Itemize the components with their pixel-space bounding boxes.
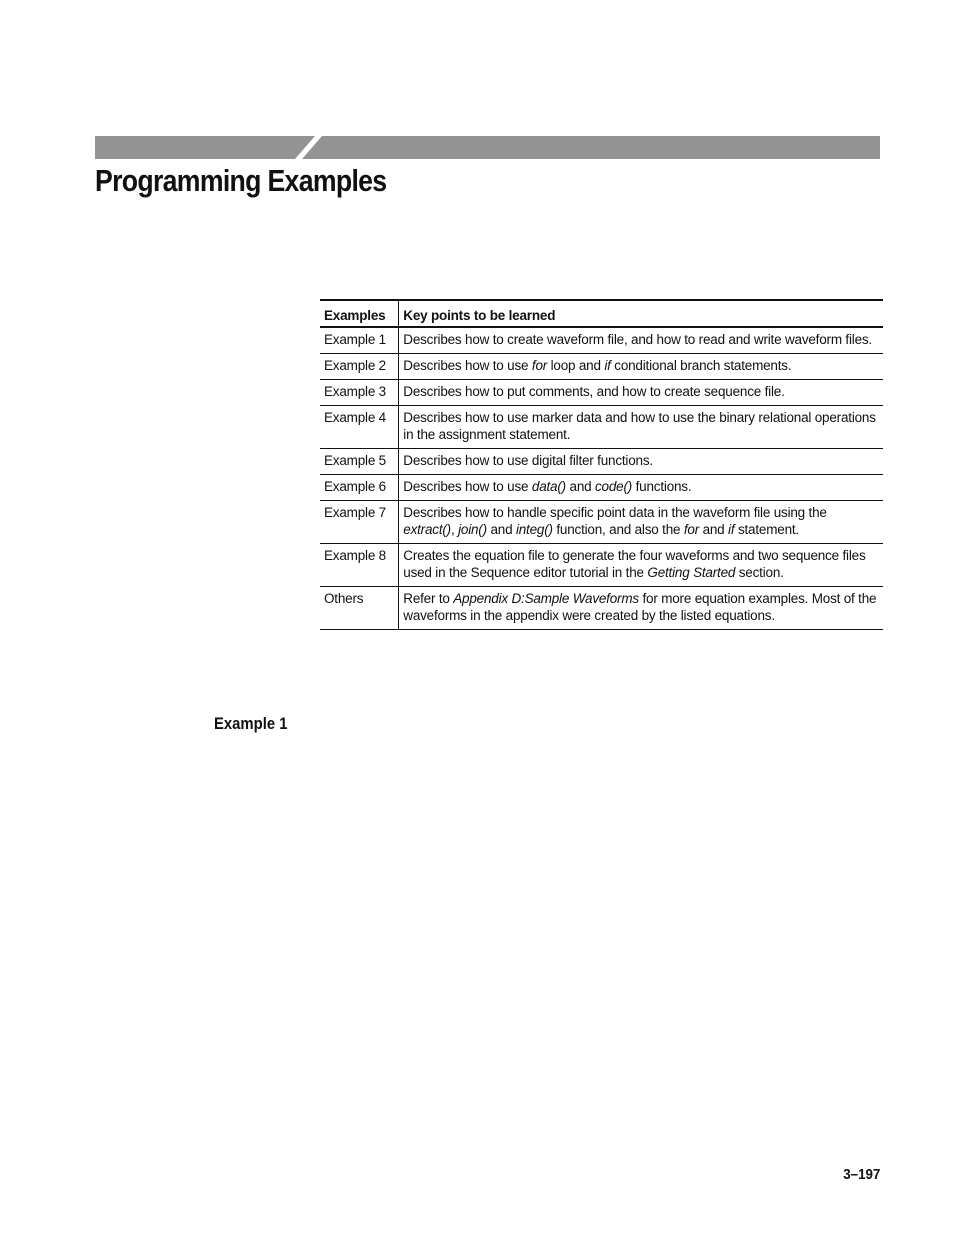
header-bar-left-segment (95, 136, 315, 159)
header-bar-graphic (95, 136, 880, 159)
description-text: Describes how to handle specific point data in the waveform file using the (403, 505, 827, 520)
table-header-row (320, 300, 883, 327)
table-row (320, 354, 883, 380)
description-cell (399, 449, 883, 475)
description-text: and (565, 479, 595, 494)
table-row (320, 544, 883, 587)
description-cell (399, 406, 883, 449)
example-cell: Example 8 (320, 544, 399, 587)
italic-term: for (531, 358, 548, 373)
header-bar-right-segment (302, 136, 880, 159)
description-text: Describes how to put comments, and how to create sequence file. (403, 384, 785, 399)
example-cell: Example 5 (320, 449, 399, 475)
italic-term: if (728, 522, 735, 537)
example-cell: Example 2 (320, 354, 399, 380)
examples-table (320, 299, 883, 630)
example-cell: Example 6 (320, 475, 399, 501)
description-text: function, and also the (552, 522, 684, 537)
header-bar (95, 136, 880, 159)
table-body (320, 327, 883, 630)
description-cell (399, 475, 883, 501)
description-text: Refer to (403, 591, 454, 606)
description-text: and (699, 522, 729, 537)
description-text: Describes how to create waveform file, and how to read and write waveform files. (403, 332, 872, 347)
table-row (320, 449, 883, 475)
description-text: Creates the equation file to generate the four waveforms and two sequence files used in the Sequence editor tutorial in the (403, 548, 866, 580)
description-text: and (486, 522, 516, 537)
page-number: 3–197 (842, 1167, 880, 1183)
italic-term: data() (531, 479, 566, 494)
italic-term: code() (595, 479, 633, 494)
table-row (320, 380, 883, 406)
italic-term: Getting Started (647, 565, 736, 580)
table-row (320, 475, 883, 501)
italic-term: extract() (403, 522, 451, 537)
column-header-examples: Examples (320, 300, 399, 327)
example-cell: Example 4 (320, 406, 399, 449)
italic-term: if (604, 358, 611, 373)
description-cell (399, 327, 883, 354)
italic-term: integ() (515, 522, 553, 537)
description-text: for more equation examples. Most of the waveforms in the appendix were created by the listed equations. (403, 591, 877, 623)
description-text: , (450, 522, 459, 537)
section-heading: Example 1 (214, 715, 288, 733)
description-text: Describes how to use (403, 479, 532, 494)
description-text: functions. (632, 479, 692, 494)
table-row (320, 587, 883, 630)
description-text: Describes how to use digital filter functions. (403, 453, 653, 468)
italic-term: for (683, 522, 700, 537)
description-text: section. (735, 565, 784, 580)
description-cell (399, 587, 883, 630)
description-cell (399, 501, 883, 544)
description-text: statement. (734, 522, 799, 537)
italic-term: Appendix D:Sample Waveforms (453, 591, 639, 606)
table-row (320, 327, 883, 354)
description-cell (399, 380, 883, 406)
description-text: loop and (547, 358, 605, 373)
column-header-key-points: Key points to be learned (399, 300, 883, 327)
table-row (320, 406, 883, 449)
example-cell: Example 1 (320, 327, 399, 354)
example-cell: Example 3 (320, 380, 399, 406)
example-cell: Example 7 (320, 501, 399, 544)
description-text: Describes how to use (403, 358, 532, 373)
italic-term: join() (458, 522, 487, 537)
page-title: Programming Examples (95, 163, 387, 198)
description-text: conditional branch statements. (610, 358, 792, 373)
table-row (320, 501, 883, 544)
example-cell: Others (320, 587, 399, 630)
description-text: Describes how to use marker data and how to use the binary relational operations in the assignment statement. (403, 410, 876, 442)
description-cell (399, 544, 883, 587)
description-cell (399, 354, 883, 380)
